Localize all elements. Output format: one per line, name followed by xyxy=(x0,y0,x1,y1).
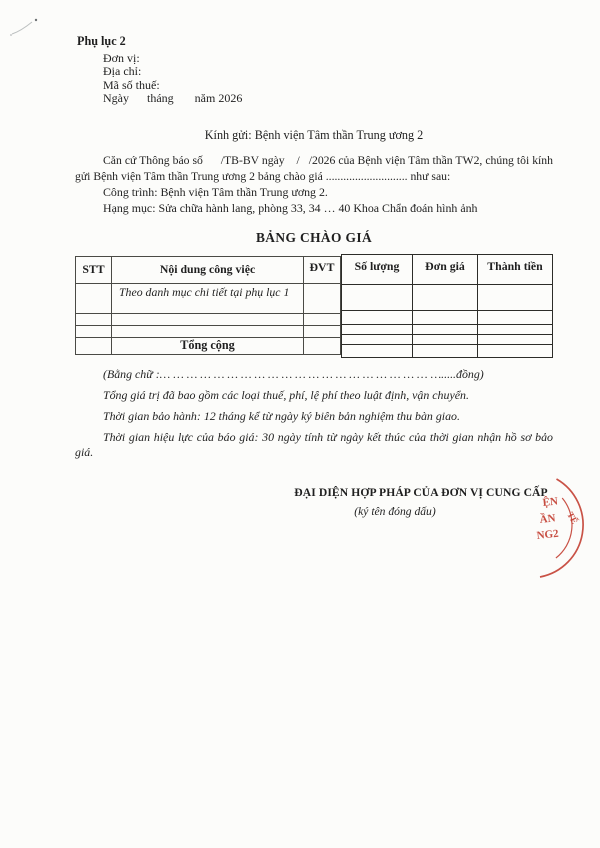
intro-paragraph: Căn cứ Thông báo số /TB-BV ngày / /2026 của Bệnh viện Tâm thần TW2, chúng tôi kính gửi Bệnh viện Tâm thần Trung ương 2 bảng chào giá ............................ như sau: xyxy=(75,153,553,184)
appendix-label: Phụ lục 2 xyxy=(77,34,126,48)
header-don-gia: Đơn giá xyxy=(413,254,478,284)
table-header-row xyxy=(76,256,341,283)
table-total-row xyxy=(76,337,341,354)
quotation-table-left xyxy=(75,256,341,355)
note-warranty: Thời gian bảo hành: 12 tháng kể từ ngày ký biên bản nghiệm thu bàn giao. xyxy=(103,408,460,423)
header-noi-dung: Nội dung công việc xyxy=(112,256,304,283)
table-header-row xyxy=(342,254,553,284)
table-row xyxy=(342,344,553,357)
cell-stt xyxy=(76,283,112,313)
stamp-text-fragment-4: TẾ xyxy=(565,510,580,526)
signature-block xyxy=(281,486,561,518)
quotation-table xyxy=(75,254,553,358)
signature-title: ĐẠI DIỆN HỢP PHÁP CỦA ĐƠN VỊ CUNG CẤP xyxy=(294,485,548,499)
amount-in-words-line: (Bằng chữ :… … … … … … … … … … … … … … … … … … … … ….....đồng) xyxy=(103,366,484,381)
tax-code-line: Mã số thuế: xyxy=(103,77,160,92)
address-line: Địa chỉ: xyxy=(103,64,142,79)
table-row xyxy=(342,324,553,334)
project-line: Công trình: Bệnh viện Tâm thần Trung ương 2. xyxy=(103,185,328,200)
header-stt: STT xyxy=(76,256,112,283)
quotation-table-right xyxy=(341,254,553,358)
notes-block xyxy=(75,367,553,460)
quotation-table-title: BẢNG CHÀO GIÁ xyxy=(255,229,373,245)
table-row xyxy=(76,313,341,325)
document-content xyxy=(75,30,553,518)
header-dvt: ĐVT xyxy=(304,256,341,283)
table-row xyxy=(342,310,553,324)
table-row xyxy=(342,334,553,344)
note-validity: Thời gian hiệu lực của báo giá: 30 ngày tính từ ngày kết thúc của thời gian nhận hồ sơ bảo giá. xyxy=(75,429,553,459)
unit-line: Đơn vị: xyxy=(103,51,140,65)
stamp-text-fragment-2: ẦN xyxy=(539,512,557,526)
note-total-includes: Tổng giá trị đã bao gồm các loại thuế, phí, lệ phí theo luật định, vận chuyển. xyxy=(103,387,469,402)
table-row xyxy=(342,284,553,310)
stamp-text-fragment-1: ỆN xyxy=(542,495,559,509)
signature-instruction: (ký tên đóng dấu) xyxy=(354,504,436,518)
date-line: Ngày tháng năm 2026 xyxy=(103,91,243,106)
cell-dvt xyxy=(304,283,341,313)
total-label: Tổng cộng xyxy=(112,337,304,354)
cell-work-description: Theo danh mục chi tiết tại phụ lục 1 xyxy=(112,283,304,313)
stamp-text-fragment-3: NG2 xyxy=(536,527,560,542)
item-line: Hạng mục: Sửa chữa hành lang, phòng 33, 34 … 40 Khoa Chẩn đoán hình ảnh xyxy=(103,201,478,216)
pen-scribble xyxy=(5,10,55,42)
table-row xyxy=(76,325,341,337)
salutation-line: Kính gửi: Bệnh viện Tâm thần Trung ương 2 xyxy=(204,127,424,142)
header-thanh-tien: Thành tiền xyxy=(478,254,553,284)
header-so-luong: Số lượng xyxy=(342,254,413,284)
table-row xyxy=(76,283,341,313)
header-info-block xyxy=(103,52,553,106)
